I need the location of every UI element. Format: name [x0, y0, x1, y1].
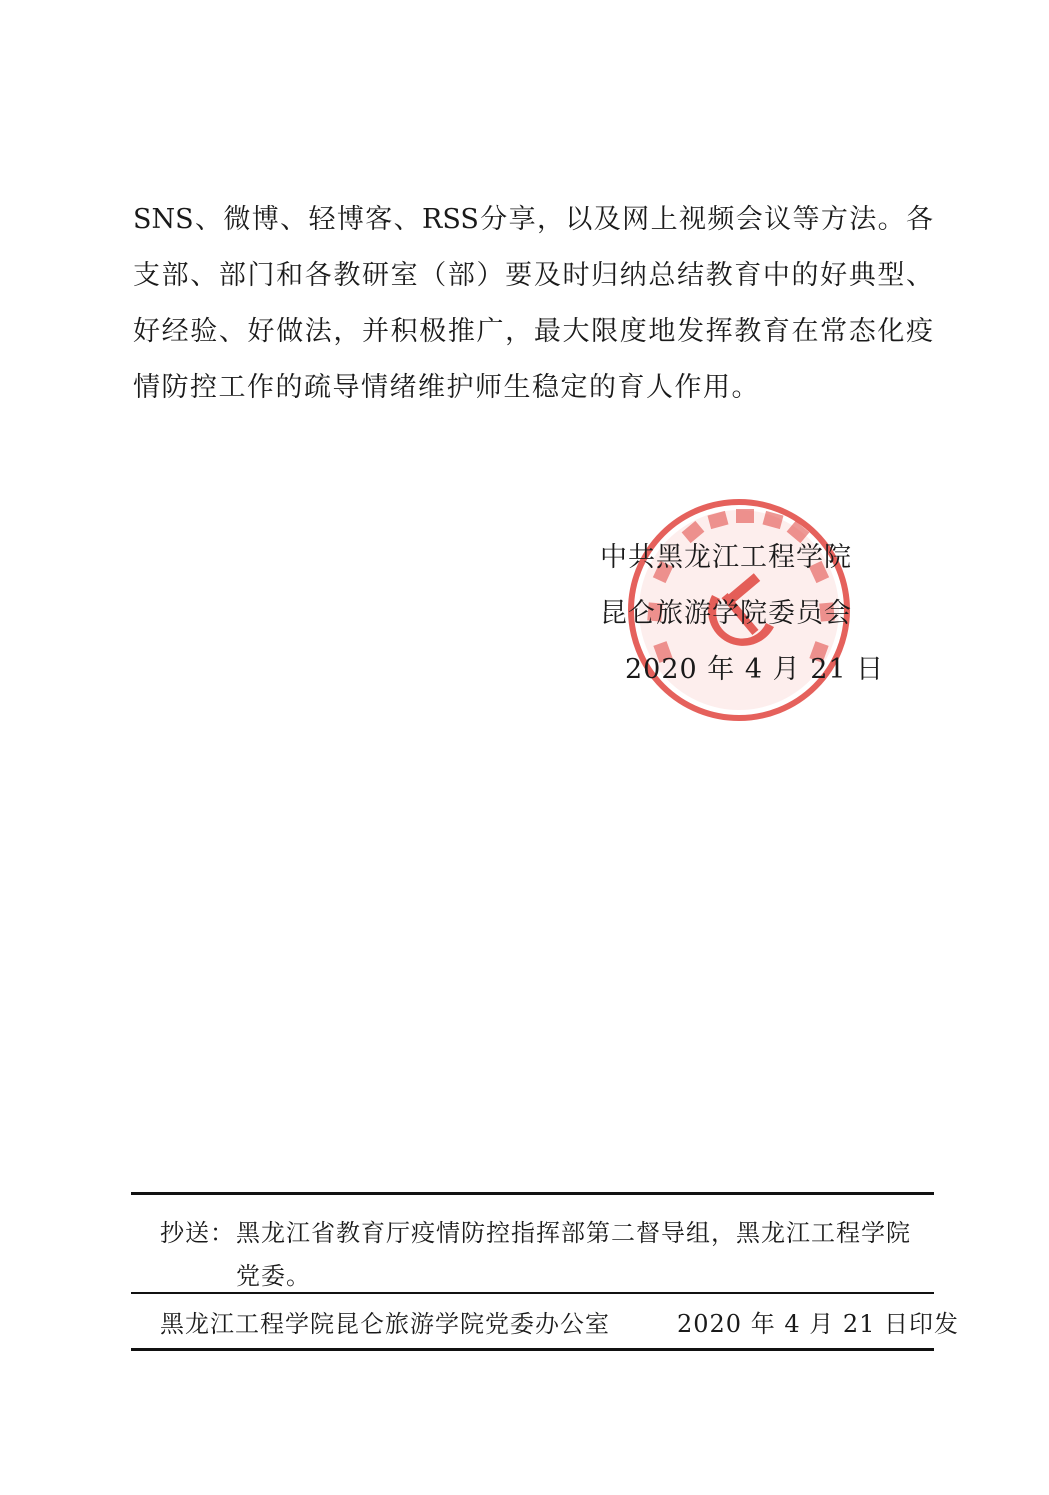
signature-org-line2: 昆仑旅游学院委员会 [600, 598, 852, 629]
cc-recipients-line2: 党委。 [236, 1262, 311, 1290]
footer-top-rule [131, 1192, 934, 1195]
issuer: 黑龙江工程学院昆仑旅游学院党委办公室 [160, 1310, 610, 1338]
signature-date: 2020 年 4 月 21 日 [625, 654, 885, 685]
body-line-2: 支部、部门和各教研室（部）要及时归纳总结教育中的好典型、 [133, 260, 933, 291]
signature-org-line1: 中共黑龙江工程学院 [600, 542, 852, 573]
cc-label: 抄送： [160, 1219, 235, 1247]
body-line-1: SNS、微博、轻博客、RSS分享，以及网上视频会议等方法。各 [133, 204, 933, 235]
cc-recipients-line1: 黑龙江省教育厅疫情防控指挥部第二督导组，黑龙江工程学院 [236, 1219, 911, 1247]
body-line-4: 情防控工作的疏导情绪维护师生稳定的育人作用。 [133, 372, 760, 403]
footer-bottom-rule [131, 1348, 934, 1351]
body-line-3: 好经验、好做法，并积极推广，最大限度地发挥教育在常态化疫 [133, 316, 933, 347]
print-date: 2020 年 4 月 21 日印发 [677, 1310, 960, 1338]
footer-middle-rule [131, 1292, 934, 1294]
